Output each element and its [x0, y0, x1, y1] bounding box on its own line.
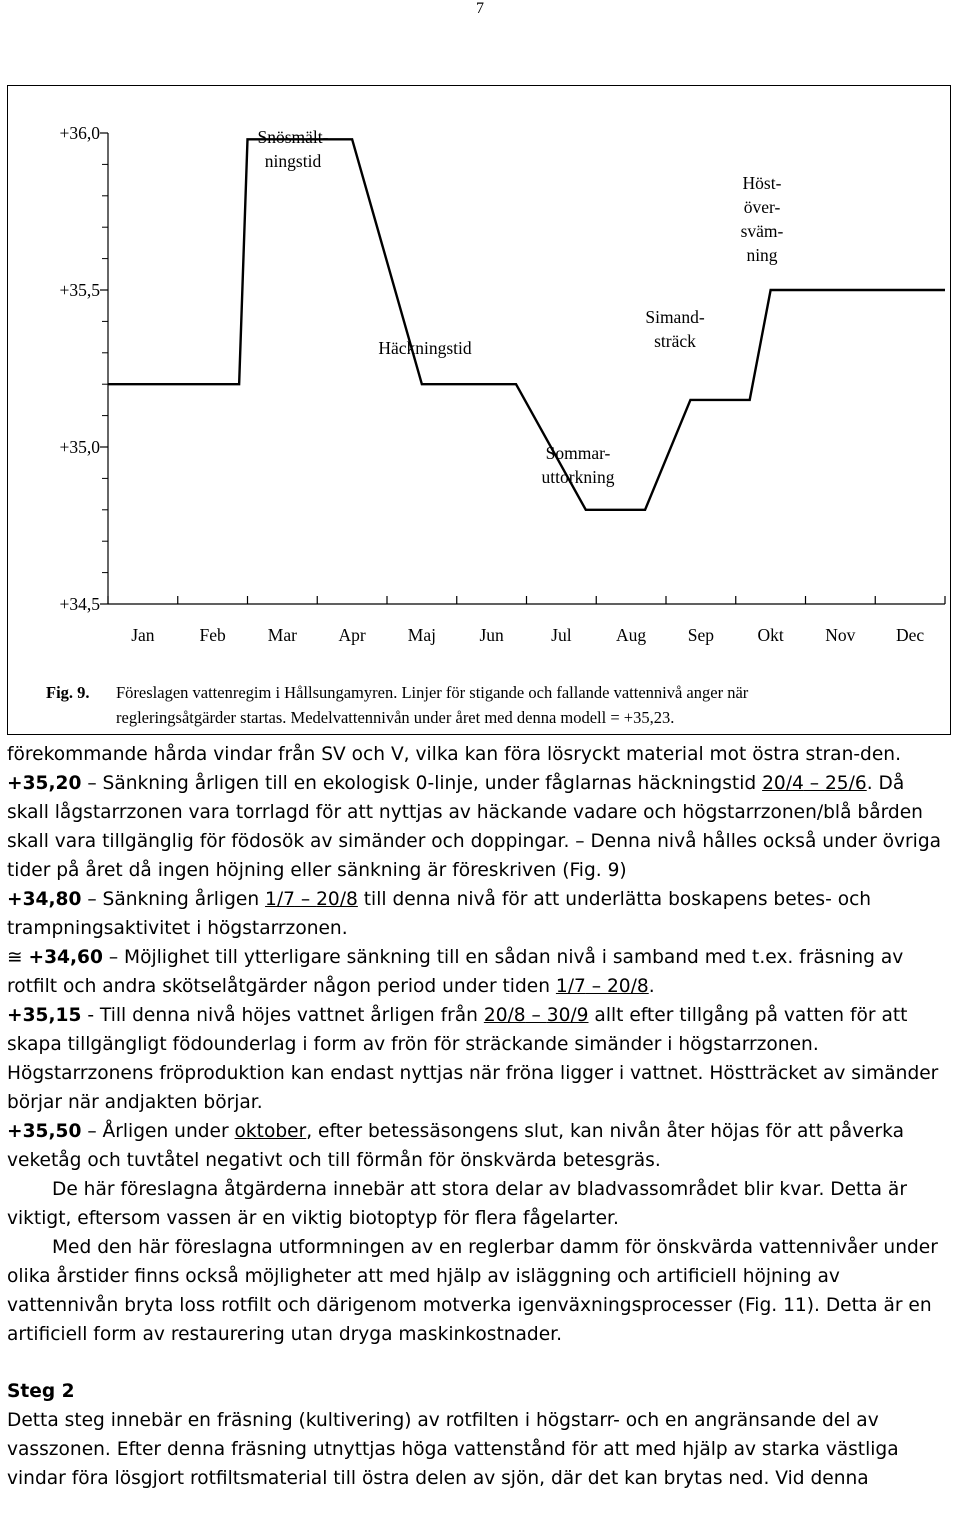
level-text: Sänkning årligen till en ekologisk 0-linje, under fåglarnas häckningstid	[102, 773, 763, 794]
x-tick-label: Aug	[616, 625, 647, 645]
date-range	[762, 773, 867, 794]
date-separator: –	[294, 889, 317, 910]
x-tick-label: Okt	[757, 625, 784, 645]
date-separator: –	[585, 976, 607, 997]
level-text-rest: till denna nivå för att underlätta boskapens betes- och trampningsaktivitet i högstarrzonen.	[7, 889, 872, 939]
date-start: 1/7	[555, 976, 586, 997]
annotation-label: Häckningstid	[378, 338, 472, 358]
date-start: 20/4	[762, 773, 804, 794]
approx-symbol: ≅	[7, 947, 29, 968]
annotation-label: sträck	[654, 331, 696, 351]
spacer	[7, 1349, 952, 1377]
level-text: – Sänkning årligen	[81, 889, 266, 910]
paragraph-level-3515	[7, 1001, 952, 1117]
level-text-rest: allt efter tillgång på vatten för att skapa tillgängligt födounderlag i form av frön för sträckande simänder i högstarrzonen. Högstarrzonens fröproduktion kan endast nyttjas när fröna ligger i vattnet. Höstträcket av simänder börjar när andjakten börjar.	[7, 1005, 939, 1113]
date-range	[556, 976, 649, 997]
caption-line-1: Föreslagen vattenregim i Hållsungamyren. Linjer för stigande och fallande vattennivå anger när	[116, 683, 749, 702]
month-underlined: oktober	[234, 1121, 307, 1142]
body-text	[7, 740, 952, 1493]
section-heading: Steg 2	[7, 1381, 75, 1402]
paragraph-dam-design: Med den här föreslagna utformningen av en reglerbar damm för önskvärda vattennivåer under olika årstider finns också möjligheter att med hjälp av isläggning och artificiell höjning av vattennivån bryta loss rotfilt och därigenom motverka igenväxningsprocesser (Fig. 11). Detta är en artificiell form av restaurering utan dryga maskinkostnader.	[7, 1237, 938, 1345]
figure-caption	[46, 680, 946, 730]
annotation-label: Snösmält-	[257, 127, 329, 147]
date-end: 20/8	[606, 976, 649, 997]
x-tick-label: Dec	[896, 625, 925, 645]
level-text: – Möjlighet till ytterligare sänkning till en sådan nivå i samband med t.ex. fräsning av rotfilt och andra skötselåtgärder någon period under tiden	[7, 947, 904, 997]
paragraph-level-3480	[7, 885, 952, 943]
level-value: +35,50	[7, 1121, 82, 1142]
x-tick-label: Maj	[407, 625, 436, 645]
x-tick-label: Apr	[338, 625, 366, 645]
caption-line-2: regleringsåtgärder startas. Medelvattennivån under året med denna modell = +35,23.	[116, 708, 675, 727]
page-number: 7	[476, 0, 484, 17]
date-end: 20/8	[316, 889, 358, 910]
date-separator: –	[803, 773, 825, 794]
annotation-label: Sommar-	[545, 443, 611, 463]
y-tick-label: +34,5	[59, 594, 100, 614]
level-text: - Till denna nivå höjes vattnet årligen från	[81, 1005, 484, 1026]
y-tick-label: +35,5	[59, 280, 100, 300]
annotation-label: Höst-	[742, 173, 782, 193]
level-text-rest: , efter betessäsongens slut, kan nivån åter höjas för att påverka veketåg och tuvtåtel negativt och till förmån för önskvärda betesgräs.	[7, 1121, 905, 1171]
x-tick-label: Sep	[687, 625, 714, 645]
date-range	[484, 1005, 589, 1026]
water-regime-chart	[0, 0, 960, 680]
annotation-label: Simand-	[645, 307, 705, 327]
x-tick-label: Jul	[551, 625, 572, 645]
date-range	[265, 889, 358, 910]
x-tick-label: Jan	[131, 625, 155, 645]
water-level-line	[108, 139, 945, 510]
x-tick-label: Mar	[267, 625, 297, 645]
level-text-rest: . Då skall lågstarrzonen vara torrlagd för att nyttjas av häckande vadare och högstarrzonen/blå bården skall vara tillgänglig för födosök av simänder och doppingar. – Denna nivå hålles också under övriga tider på året då ingen höjning eller sänkning är föreskriven (Fig. 9)	[7, 773, 942, 881]
level-value: +34,80	[7, 889, 82, 910]
annotation-label: över-	[743, 197, 781, 217]
level-value: +34,60	[28, 947, 103, 968]
y-tick-label: +35,0	[59, 437, 100, 457]
caption-label: Fig. 9.	[46, 683, 90, 702]
level-value: +35,20	[7, 773, 82, 794]
paragraph-wind: förekommande hårda vindar från SV och V, vilka kan föra lösryckt material mot östra stran-den.	[7, 744, 901, 765]
annotation-label: uttorkning	[541, 467, 615, 487]
annotation-label: ningstid	[264, 151, 322, 171]
y-tick-label: +36,0	[59, 123, 100, 143]
date-start: 1/7	[265, 889, 295, 910]
x-tick-label: Nov	[825, 625, 856, 645]
paragraph-level-3550	[7, 1117, 952, 1175]
paragraph-level-3520	[7, 769, 952, 885]
paragraph-step-2: Detta steg innebär en fräsning (kultivering) av rotfilten i högstarr- och en angränsande del av vasszonen. Efter denna fräsning utnyttjas höga vattenstånd för att med hjälp av starka västliga vindar föra lösgjort rotfiltsmaterial till östra delen av sjön, där det kan brytas ned. Vid denna	[7, 1410, 899, 1489]
date-start: 20/8	[483, 1005, 526, 1026]
dash: –	[81, 773, 103, 794]
x-tick-label: Feb	[199, 625, 226, 645]
paragraph-reed-area: De här föreslagna åtgärderna innebär att stora delar av bladvassområdet blir kvar. Detta är viktigt, eftersom vassen är en viktig biotoptyp för flera fågelarter.	[7, 1179, 907, 1229]
date-separator: –	[525, 1005, 547, 1026]
x-tick-label: Jun	[479, 625, 504, 645]
annotation-label: ning	[746, 245, 778, 265]
annotation-label: sväm-	[740, 221, 784, 241]
level-value: +35,15	[7, 1005, 82, 1026]
period: .	[648, 976, 655, 997]
date-end: 25/6	[824, 773, 867, 794]
date-end: 30/9	[546, 1005, 589, 1026]
level-text: – Årligen under	[81, 1121, 235, 1142]
paragraph-level-3460	[7, 943, 952, 1001]
